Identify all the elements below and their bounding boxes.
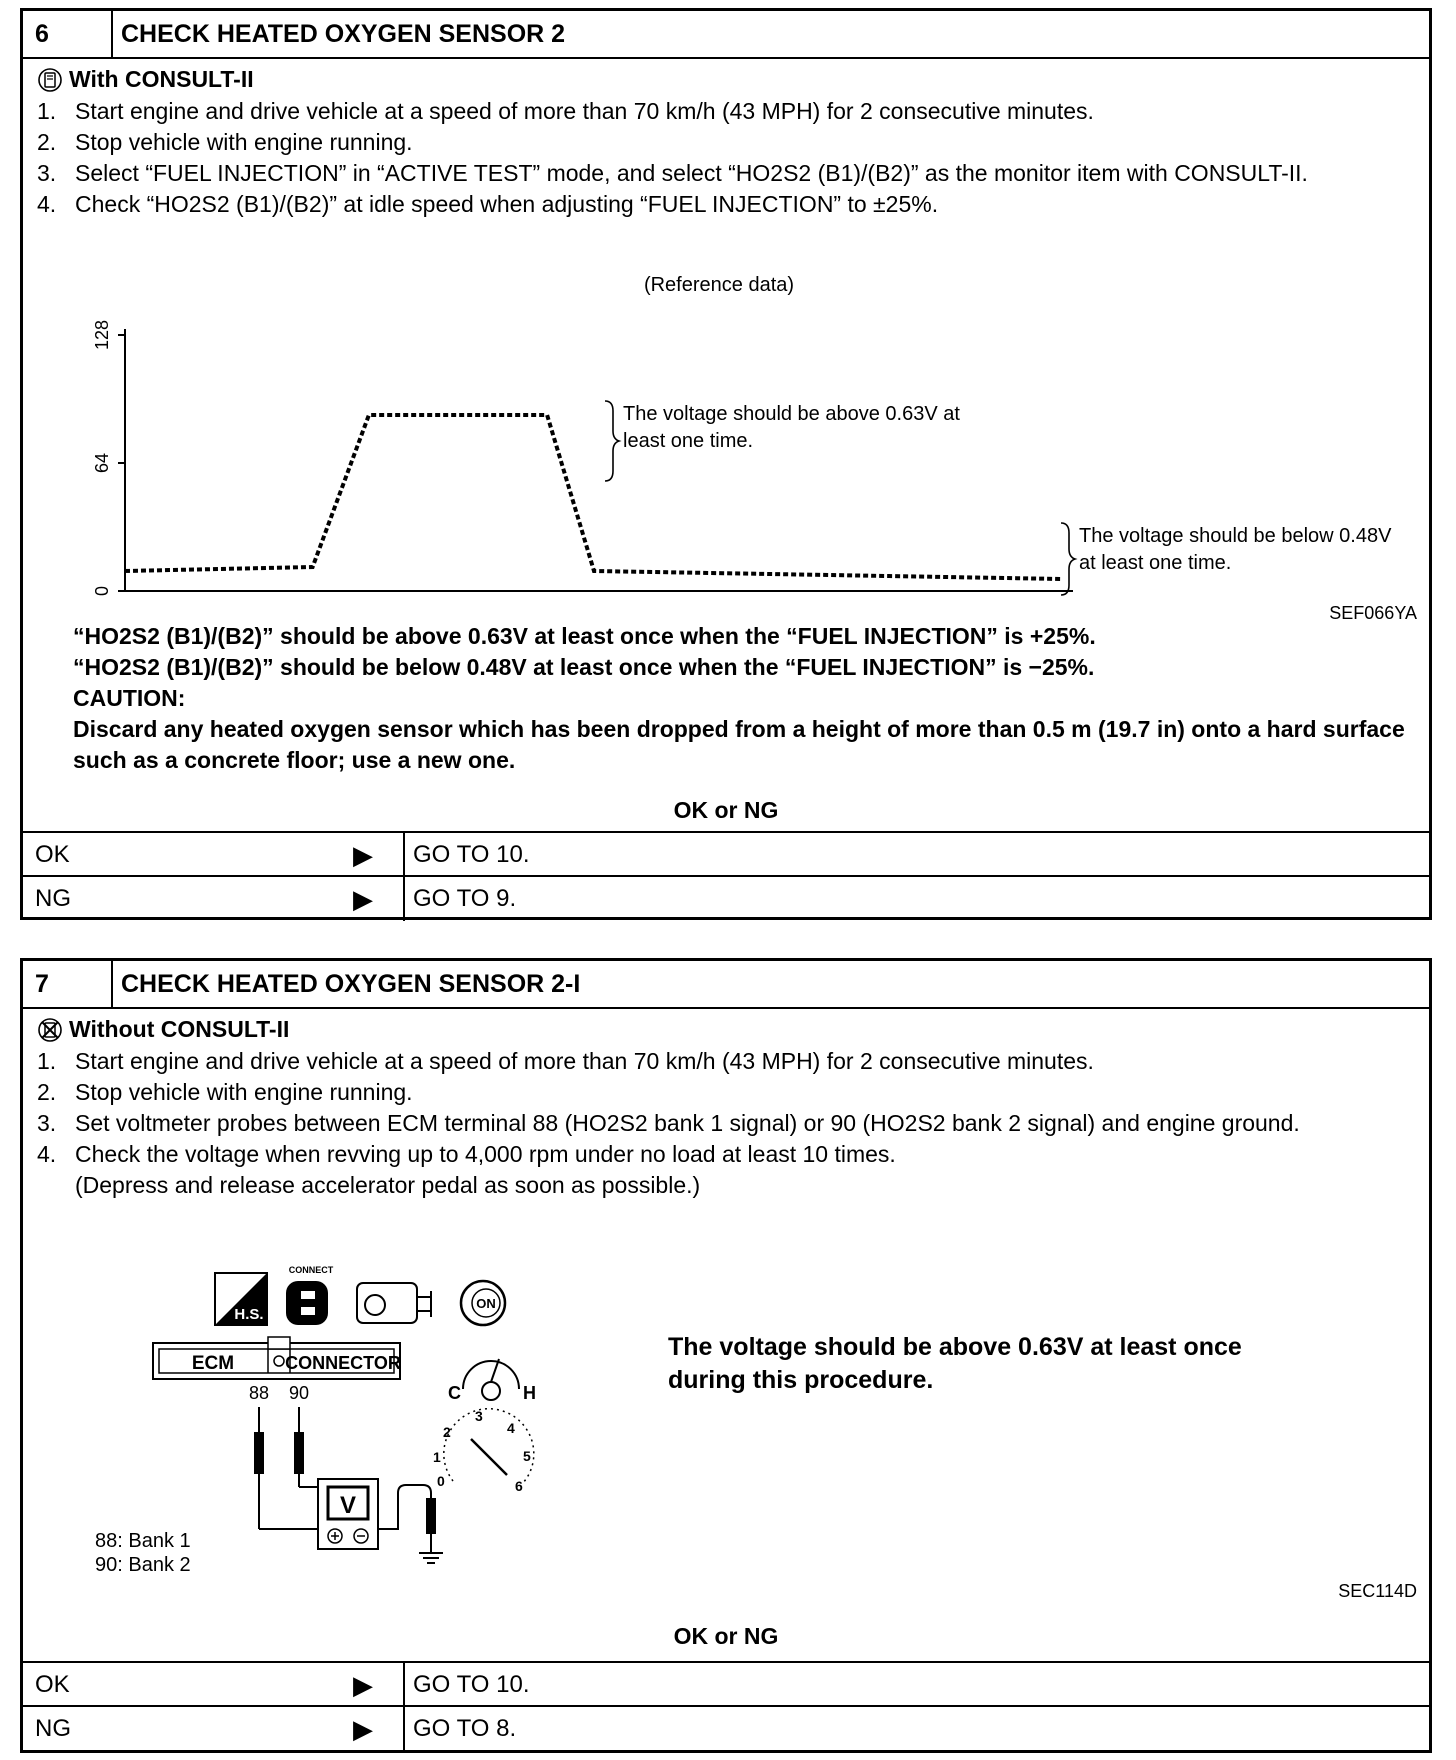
svg-text:4: 4 bbox=[507, 1420, 515, 1436]
svg-text:CONNECTOR: CONNECTOR bbox=[285, 1353, 401, 1373]
svg-text:V: V bbox=[339, 1492, 357, 1519]
result-label: OK bbox=[35, 841, 70, 868]
result-row-ok bbox=[23, 1661, 1429, 1707]
svg-text:ON: ON bbox=[476, 1296, 496, 1311]
tachometer-icon bbox=[433, 1408, 534, 1494]
list-item: 4. Check the voltage when revving up to 4,000 rpm under no load at least 10 times. bbox=[37, 1141, 896, 1167]
y-tick-label: 64 bbox=[92, 452, 112, 474]
section-title: CHECK HEATED OXYGEN SENSOR 2-I bbox=[121, 969, 581, 998]
svg-text:H: H bbox=[523, 1383, 536, 1403]
note-line: “HO2S2 (B1)/(B2)” should be above 0.63V at least once when the “FUEL INJECTION” is +25%. bbox=[73, 623, 1096, 649]
terminal-label: 88 bbox=[248, 1383, 270, 1403]
voltage-note: The voltage should be above 0.63V at least once during this procedure. bbox=[668, 1333, 1242, 1394]
section-7 bbox=[20, 958, 1432, 1753]
mode-label: Without CONSULT-II bbox=[69, 1016, 290, 1042]
svg-text:C: C bbox=[448, 1383, 461, 1403]
list-item: 3. Select “FUEL INJECTION” in “ACTIVE TEST” mode, and select “HO2S2 (B1)/(B2)” as the monitor item with CONSULT-II. bbox=[37, 160, 1308, 186]
arrow-right-icon: ▶ bbox=[353, 839, 373, 870]
ok-or-ng-label: OK or NG bbox=[673, 797, 779, 823]
result-action: GO TO 10. bbox=[413, 1671, 530, 1698]
arrow-right-icon: ▶ bbox=[353, 1669, 373, 1700]
list-item: (Depress and release accelerator pedal as soon as possible.) bbox=[75, 1172, 701, 1198]
svg-text:2: 2 bbox=[443, 1424, 451, 1440]
svg-text:3: 3 bbox=[475, 1408, 483, 1424]
section-title: CHECK HEATED OXYGEN SENSOR 2 bbox=[121, 19, 566, 48]
list-item: 2. Stop vehicle with engine running. bbox=[37, 129, 413, 155]
hs-icon bbox=[215, 1273, 267, 1325]
ok-or-ng-label: OK or NG bbox=[673, 1623, 779, 1649]
mode-heading bbox=[37, 66, 254, 93]
brace-high bbox=[605, 401, 619, 481]
result-action: GO TO 8. bbox=[413, 1715, 517, 1742]
section-header bbox=[23, 11, 1429, 59]
annotation-low: The voltage should be below 0.48V at least one time. bbox=[1079, 525, 1392, 574]
figure-id: SEC114D bbox=[1338, 1581, 1417, 1601]
connect-icon bbox=[286, 1265, 334, 1325]
svg-text:5: 5 bbox=[523, 1448, 531, 1464]
consult-icon bbox=[37, 67, 63, 93]
result-action: GO TO 9. bbox=[413, 885, 517, 912]
notes bbox=[73, 621, 1405, 776]
section-number: 6 bbox=[23, 11, 113, 57]
svg-text:0: 0 bbox=[437, 1473, 445, 1489]
temperature-gauge-icon bbox=[448, 1359, 536, 1403]
brace-low bbox=[1061, 523, 1075, 595]
result-row-ng bbox=[23, 875, 1429, 921]
figure-id: SEF066YA bbox=[1329, 603, 1417, 623]
arrow-right-icon: ▶ bbox=[353, 883, 373, 914]
ground-lead bbox=[378, 1485, 443, 1563]
caution-text: Discard any heated oxygen sensor which has been dropped from a height of more than 0.5 m (19.7 in) onto a hard surface such as a concrete floor; use a new one. bbox=[73, 716, 1405, 773]
engine-icon bbox=[357, 1283, 431, 1323]
annotation-high: The voltage should be above 0.63V at least one time. bbox=[623, 403, 960, 452]
svg-text:ECM: ECM bbox=[191, 1353, 235, 1374]
list-item: 1. Start engine and drive vehicle at a speed of more than 70 km/h (43 MPH) for 2 consecutive minutes. bbox=[37, 1048, 1094, 1074]
section-header bbox=[23, 961, 1429, 1009]
result-row-ok bbox=[23, 831, 1429, 877]
arrow-right-icon: ▶ bbox=[353, 1713, 373, 1744]
list-item: 2. Stop vehicle with engine running. bbox=[37, 1079, 413, 1105]
list-item: 3. Set voltmeter probes between ECM terminal 88 (HO2S2 bank 1 signal) or 90 (HO2S2 bank 2 signal) and engine ground. bbox=[37, 1110, 1300, 1136]
note-line: “HO2S2 (B1)/(B2)” should be below 0.48V at least once when the “FUEL INJECTION” is −25%. bbox=[73, 654, 1095, 680]
ecm-connector bbox=[153, 1337, 401, 1379]
svg-text:1: 1 bbox=[433, 1449, 441, 1465]
svg-text:H.S.: H.S. bbox=[234, 1306, 264, 1323]
bank-2-label: 90: Bank 2 bbox=[95, 1554, 191, 1571]
step-list bbox=[37, 96, 1415, 220]
result-action: GO TO 10. bbox=[413, 841, 530, 868]
no-consult-icon bbox=[37, 1017, 63, 1043]
list-item: 1. Start engine and drive vehicle at a speed of more than 70 km/h (43 MPH) for 2 consecutive minutes. bbox=[37, 98, 1094, 124]
list-item: 4. Check “HO2S2 (B1)/(B2)” at idle speed when adjusting “FUEL INJECTION” to ±25%. bbox=[37, 191, 939, 217]
caution-heading: CAUTION: bbox=[73, 685, 186, 711]
ignition-on-icon bbox=[461, 1281, 505, 1325]
section-6 bbox=[20, 8, 1432, 920]
svg-text:CONNECT: CONNECT bbox=[288, 1265, 334, 1275]
result-label: NG bbox=[35, 1715, 71, 1742]
chart-title: (Reference data) bbox=[643, 274, 795, 296]
voltmeter-icon bbox=[318, 1479, 378, 1549]
y-tick-label: 0 bbox=[92, 585, 112, 597]
bank-1-label: 88: Bank 1 bbox=[95, 1530, 191, 1552]
svg-text:6: 6 bbox=[515, 1478, 523, 1494]
step-list bbox=[37, 1046, 1415, 1201]
mode-label: With CONSULT-II bbox=[69, 66, 254, 92]
probe-leads bbox=[255, 1407, 318, 1529]
y-tick-label: 128 bbox=[92, 319, 112, 351]
result-label: OK bbox=[35, 1671, 70, 1698]
result-label: NG bbox=[35, 885, 71, 912]
result-row-ng bbox=[23, 1705, 1429, 1751]
terminal-label: 90 bbox=[288, 1383, 310, 1403]
section-number: 7 bbox=[23, 961, 113, 1007]
mode-heading bbox=[37, 1016, 289, 1043]
wiring-figure bbox=[23, 1261, 623, 1571]
